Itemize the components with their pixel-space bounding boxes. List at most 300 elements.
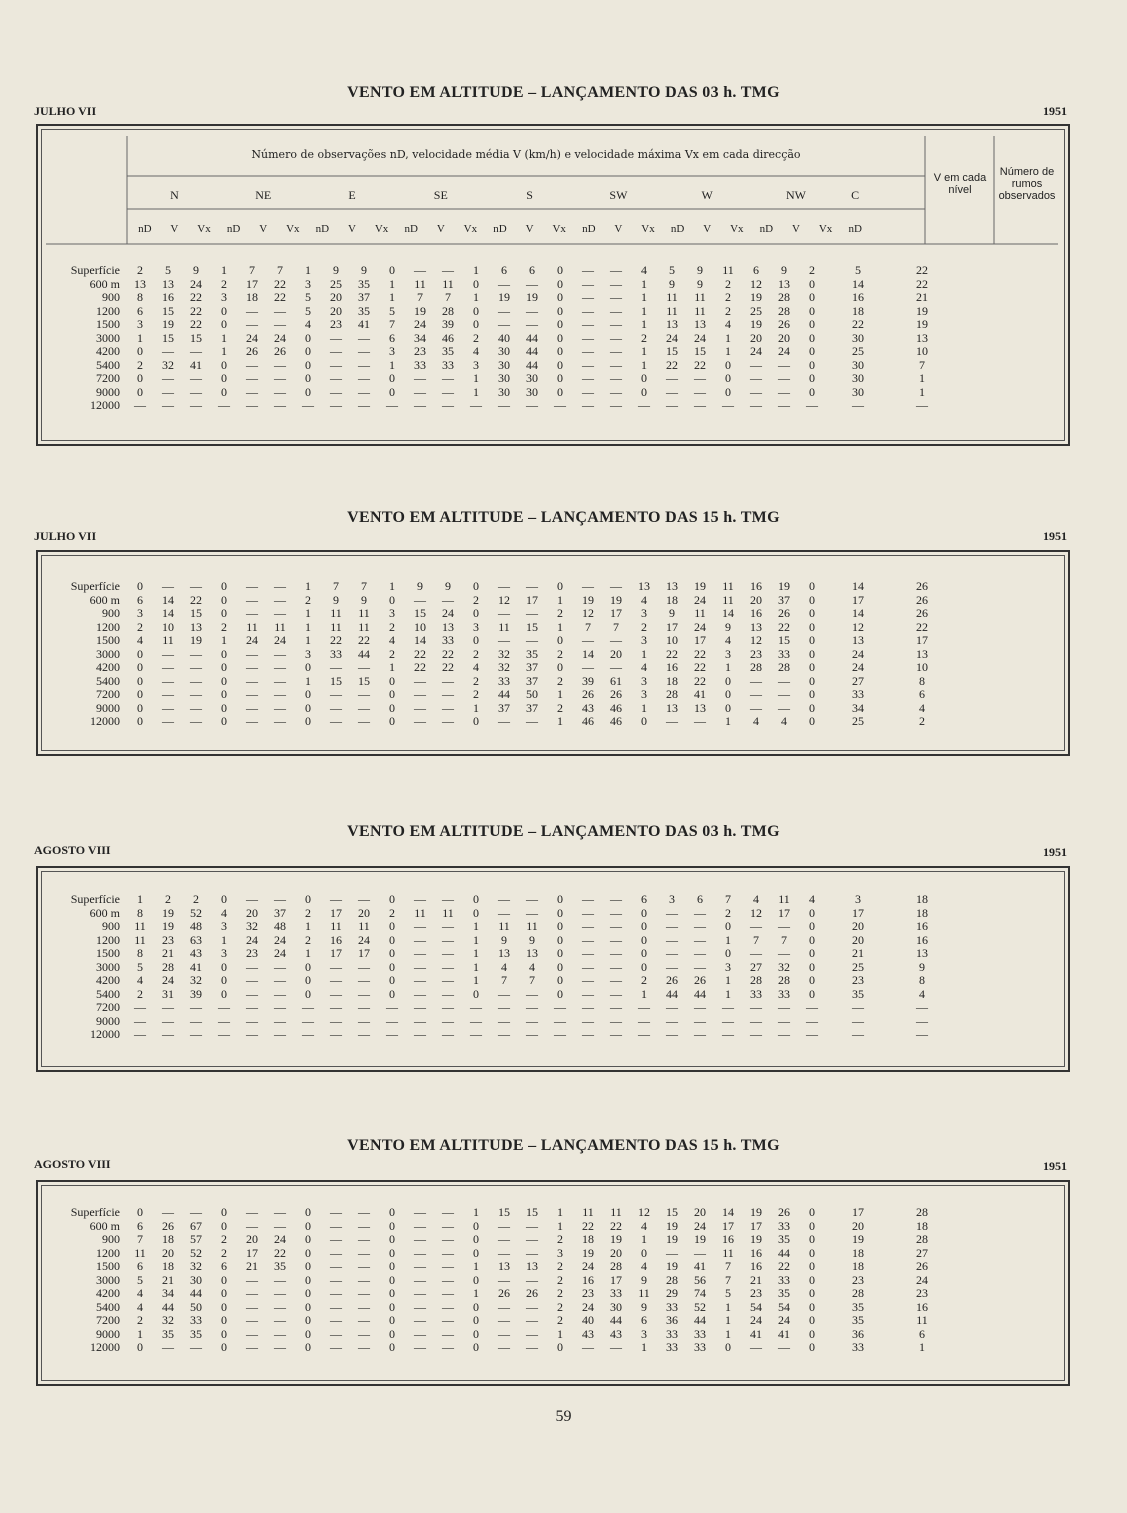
section-month-2: JULHO VII bbox=[34, 529, 97, 543]
table-row bbox=[40, 702, 954, 716]
table-cell: 31 bbox=[162, 986, 174, 1001]
table-cell: — bbox=[358, 892, 370, 907]
altitude-level: 5400 bbox=[96, 673, 120, 688]
table-cell: — bbox=[414, 1027, 426, 1042]
altitude-level: 1200 bbox=[96, 619, 120, 634]
table-cell: 20 bbox=[246, 1232, 258, 1247]
table-cell: 0 bbox=[725, 371, 731, 386]
table-cell: — bbox=[610, 579, 622, 594]
table-cell: 37 bbox=[274, 905, 286, 920]
table-cell: 23 bbox=[414, 344, 426, 359]
table-cell: 23 bbox=[852, 1272, 864, 1287]
table-cell: 24 bbox=[246, 932, 258, 947]
table-cell: 0 bbox=[809, 384, 815, 399]
table-cell: — bbox=[414, 1245, 426, 1260]
table-cell: — bbox=[582, 1013, 594, 1028]
table-cell: 0 bbox=[221, 1272, 227, 1287]
table-cell: 14 bbox=[852, 606, 864, 621]
table-cell: 0 bbox=[221, 673, 227, 688]
table-cell: — bbox=[526, 1340, 538, 1355]
table-cell: 1 bbox=[641, 1340, 647, 1355]
table-cell: — bbox=[750, 371, 762, 386]
section-year-2: 1951 bbox=[1043, 529, 1067, 543]
table-row bbox=[40, 1206, 954, 1220]
table-cell: 0 bbox=[305, 660, 311, 675]
table-cell: 4 bbox=[809, 892, 815, 907]
table-cell: — bbox=[442, 1286, 454, 1301]
table-cell: 7 bbox=[137, 1232, 143, 1247]
table-cell: 19 bbox=[694, 579, 706, 594]
table-cell: 4 bbox=[529, 959, 535, 974]
table-cell: 54 bbox=[778, 1299, 790, 1314]
table-cell: 0 bbox=[809, 330, 815, 345]
table-cell: — bbox=[246, 646, 258, 661]
table-cell: 8 bbox=[137, 946, 143, 961]
table-cell: — bbox=[246, 1205, 258, 1220]
table-cell: 1 bbox=[641, 303, 647, 318]
table-cell: — bbox=[498, 905, 510, 920]
table-cell: 0 bbox=[557, 919, 563, 934]
table-cell: 37 bbox=[498, 700, 510, 715]
table-cell: — bbox=[386, 1000, 398, 1015]
table-cell: — bbox=[330, 1218, 342, 1233]
table-cell: 4 bbox=[641, 263, 647, 278]
table-cell: 36 bbox=[852, 1326, 864, 1341]
table-cell: — bbox=[274, 1205, 286, 1220]
table-cell: 19 bbox=[666, 1232, 678, 1247]
table-cell: 11 bbox=[330, 619, 342, 634]
table-cell: 0 bbox=[473, 276, 479, 291]
table-cell: 39 bbox=[190, 986, 202, 1001]
table-cell: 0 bbox=[809, 1272, 815, 1287]
table-cell: 0 bbox=[641, 384, 647, 399]
table-cell: 13 bbox=[442, 619, 454, 634]
table-cell: 44 bbox=[610, 1313, 622, 1328]
table-cell: 52 bbox=[190, 905, 202, 920]
table-cell: — bbox=[582, 276, 594, 291]
table-cell: 19 bbox=[190, 633, 202, 648]
table-cell: 56 bbox=[694, 1272, 706, 1287]
table-cell: — bbox=[162, 398, 174, 413]
table-cell: 22 bbox=[442, 646, 454, 661]
table-cell: 28 bbox=[778, 973, 790, 988]
table-cell: 0 bbox=[389, 371, 395, 386]
table-cell: — bbox=[610, 357, 622, 372]
table-cell: 7 bbox=[333, 579, 339, 594]
table-cell: 44 bbox=[526, 357, 538, 372]
table-cell: — bbox=[666, 384, 678, 399]
table-cell: — bbox=[582, 973, 594, 988]
table-cell: — bbox=[526, 1000, 538, 1015]
table-cell: — bbox=[666, 946, 678, 961]
section-title-4: VENTO EM ALTITUDE – LANÇAMENTO DAS 15 h. TMG bbox=[347, 1137, 780, 1154]
table-cell: — bbox=[916, 1027, 928, 1042]
table-cell: 0 bbox=[389, 1245, 395, 1260]
table-cell: 1 bbox=[641, 986, 647, 1001]
table-cell: 0 bbox=[725, 357, 731, 372]
header-sub-column: Vx bbox=[641, 223, 655, 235]
altitude-level: 900 bbox=[102, 919, 120, 934]
table-cell: — bbox=[274, 371, 286, 386]
table-cell: 2 bbox=[557, 1286, 563, 1301]
table-cell: 28 bbox=[610, 1259, 622, 1274]
table-cell: — bbox=[498, 1340, 510, 1355]
table-cell: 4 bbox=[725, 317, 731, 332]
table-cell: — bbox=[358, 1218, 370, 1233]
table-cell: 7 bbox=[529, 973, 535, 988]
table-cell: — bbox=[554, 1013, 566, 1028]
table-cell: 0 bbox=[305, 1218, 311, 1233]
table-cell: 1 bbox=[137, 330, 143, 345]
table-cell: 19 bbox=[852, 1232, 864, 1247]
table-cell: — bbox=[526, 1218, 538, 1233]
altitude-level: 4200 bbox=[96, 1286, 120, 1301]
table-cell: — bbox=[442, 398, 454, 413]
altitude-level: 600 m bbox=[89, 905, 120, 920]
table-cell: 24 bbox=[442, 606, 454, 621]
table-cell: 0 bbox=[557, 932, 563, 947]
table-row bbox=[40, 305, 954, 319]
table-cell: — bbox=[582, 633, 594, 648]
table-row bbox=[40, 594, 954, 608]
table-cell: 17 bbox=[694, 633, 706, 648]
table-cell: 11 bbox=[722, 263, 734, 278]
table-cell: — bbox=[916, 1013, 928, 1028]
altitude-level: 4200 bbox=[96, 660, 120, 675]
table-cell: — bbox=[694, 1245, 706, 1260]
table-cell: 13 bbox=[694, 317, 706, 332]
table-cell: 7 bbox=[725, 892, 731, 907]
table-row bbox=[40, 1015, 954, 1029]
table-cell: — bbox=[414, 1340, 426, 1355]
table-cell: — bbox=[526, 606, 538, 621]
table-cell: 0 bbox=[221, 592, 227, 607]
table-cell: 52 bbox=[190, 1245, 202, 1260]
table-cell: 11 bbox=[134, 932, 146, 947]
table-cell: 2 bbox=[389, 905, 395, 920]
table-cell: 41 bbox=[694, 1259, 706, 1274]
table-cell: 13 bbox=[190, 619, 202, 634]
table-cell: — bbox=[414, 986, 426, 1001]
altitude-level: 4200 bbox=[96, 973, 120, 988]
table-cell: 24 bbox=[778, 1313, 790, 1328]
table-cell: — bbox=[610, 1340, 622, 1355]
table-cell: 0 bbox=[221, 1205, 227, 1220]
table-cell: 0 bbox=[221, 1286, 227, 1301]
table-cell: 25 bbox=[852, 959, 864, 974]
table-cell: 14 bbox=[852, 276, 864, 291]
table-cell: — bbox=[358, 1313, 370, 1328]
table-cell: — bbox=[750, 700, 762, 715]
table-cell: — bbox=[246, 973, 258, 988]
table-cell: 0 bbox=[137, 384, 143, 399]
header-sub-column: V bbox=[792, 223, 800, 235]
table-cell: 0 bbox=[389, 687, 395, 702]
table-cell: 0 bbox=[557, 290, 563, 305]
table-cell: 0 bbox=[809, 344, 815, 359]
table-cell: 2 bbox=[557, 673, 563, 688]
table-cell: 0 bbox=[305, 1245, 311, 1260]
table-cell: 21 bbox=[162, 946, 174, 961]
table-cell: 2 bbox=[221, 619, 227, 634]
table-cell: — bbox=[526, 905, 538, 920]
table-cell: — bbox=[610, 330, 622, 345]
table-cell: 0 bbox=[557, 633, 563, 648]
table-cell: — bbox=[750, 673, 762, 688]
table-cell: — bbox=[274, 973, 286, 988]
table-cell: 35 bbox=[526, 646, 538, 661]
table-cell: 0 bbox=[221, 303, 227, 318]
header-sub-column: V bbox=[348, 223, 356, 235]
altitude-level: 12000 bbox=[90, 714, 120, 729]
table-row bbox=[40, 907, 954, 921]
table-cell: 35 bbox=[358, 276, 370, 291]
table-cell: — bbox=[274, 673, 286, 688]
table-cell: — bbox=[274, 384, 286, 399]
table-cell: — bbox=[582, 660, 594, 675]
table-cell: — bbox=[246, 1027, 258, 1042]
table-cell: 18 bbox=[162, 1259, 174, 1274]
table-cell: 1 bbox=[725, 973, 731, 988]
table-cell: 1 bbox=[641, 700, 647, 715]
table-cell: 0 bbox=[725, 673, 731, 688]
table-cell: — bbox=[134, 1000, 146, 1015]
table-cell: 2 bbox=[473, 646, 479, 661]
table-cell: 0 bbox=[305, 344, 311, 359]
table-cell: 16 bbox=[750, 579, 762, 594]
table-cell: 33 bbox=[750, 986, 762, 1001]
table-cell: 0 bbox=[809, 1326, 815, 1341]
table-cell: 26 bbox=[778, 606, 790, 621]
table-cell: 13 bbox=[134, 276, 146, 291]
table-cell: 52 bbox=[694, 1299, 706, 1314]
table-cell: 0 bbox=[809, 946, 815, 961]
altitude-level: 1500 bbox=[96, 633, 120, 648]
table-row bbox=[40, 399, 954, 413]
table-cell: 2 bbox=[137, 619, 143, 634]
header-sub-column: nD bbox=[493, 223, 507, 235]
table-cell: 6 bbox=[389, 330, 395, 345]
table-cell: — bbox=[638, 1027, 650, 1042]
table-cell: — bbox=[330, 714, 342, 729]
table-cell: — bbox=[330, 1232, 342, 1247]
altitude-level: 3000 bbox=[96, 330, 120, 345]
table-cell: — bbox=[274, 700, 286, 715]
table-cell: 1 bbox=[557, 714, 563, 729]
table-cell: 0 bbox=[389, 1299, 395, 1314]
table-cell: 44 bbox=[526, 330, 538, 345]
table-cell: 19 bbox=[916, 303, 928, 318]
table-cell: 11 bbox=[694, 290, 706, 305]
table-cell: 23 bbox=[330, 317, 342, 332]
table-cell: — bbox=[302, 398, 314, 413]
table-cell: 12 bbox=[852, 619, 864, 634]
table-cell: 28 bbox=[666, 1272, 678, 1287]
table-cell: 2 bbox=[557, 700, 563, 715]
table-cell: 33 bbox=[694, 1326, 706, 1341]
table-cell: — bbox=[330, 1340, 342, 1355]
table-cell: — bbox=[750, 398, 762, 413]
table-cell: — bbox=[666, 1245, 678, 1260]
table-cell: 0 bbox=[557, 276, 563, 291]
table-cell: — bbox=[274, 687, 286, 702]
table-cell: 0 bbox=[809, 606, 815, 621]
table-cell: 18 bbox=[852, 1259, 864, 1274]
table-cell: 26 bbox=[916, 1259, 928, 1274]
table-cell: 22 bbox=[190, 592, 202, 607]
table-cell: — bbox=[190, 398, 202, 413]
table-cell: — bbox=[442, 384, 454, 399]
table-cell: — bbox=[414, 714, 426, 729]
table-cell: — bbox=[190, 1205, 202, 1220]
table-cell: — bbox=[246, 303, 258, 318]
table-cell: 20 bbox=[358, 905, 370, 920]
wind-table bbox=[40, 1206, 954, 1355]
table-cell: 44 bbox=[358, 646, 370, 661]
table-cell: — bbox=[442, 932, 454, 947]
table-cell: 7 bbox=[277, 263, 283, 278]
table-cell: 17 bbox=[750, 1218, 762, 1233]
table-cell: 2 bbox=[221, 1232, 227, 1247]
table-cell: 0 bbox=[809, 357, 815, 372]
table-cell: — bbox=[274, 317, 286, 332]
table-cell: 32 bbox=[498, 646, 510, 661]
table-cell: 5 bbox=[855, 263, 861, 278]
table-row bbox=[40, 345, 954, 359]
table-cell: 19 bbox=[162, 905, 174, 920]
table-cell: 0 bbox=[557, 317, 563, 332]
table-cell: 3 bbox=[137, 317, 143, 332]
table-cell: 3 bbox=[221, 946, 227, 961]
header-sub-column: Vx bbox=[197, 223, 211, 235]
table-cell: — bbox=[582, 892, 594, 907]
table-cell: 0 bbox=[557, 973, 563, 988]
table-cell: — bbox=[358, 1205, 370, 1220]
header-sub-column: nD bbox=[404, 223, 418, 235]
table-cell: — bbox=[302, 1000, 314, 1015]
table-cell: 7 bbox=[445, 290, 451, 305]
table-cell: — bbox=[330, 330, 342, 345]
table-cell: 9 bbox=[193, 263, 199, 278]
table-cell: 22 bbox=[414, 646, 426, 661]
table-cell: 2 bbox=[809, 263, 815, 278]
table-cell: 11 bbox=[694, 606, 706, 621]
table-cell: — bbox=[246, 317, 258, 332]
table-row bbox=[40, 1328, 954, 1342]
table-cell: 0 bbox=[305, 1340, 311, 1355]
table-cell: — bbox=[358, 330, 370, 345]
table-cell: 0 bbox=[389, 1218, 395, 1233]
table-cell: — bbox=[302, 1013, 314, 1028]
table-cell: 15 bbox=[358, 673, 370, 688]
table-cell: — bbox=[610, 633, 622, 648]
table-cell: 2 bbox=[389, 619, 395, 634]
table-cell: 24 bbox=[750, 344, 762, 359]
table-cell: 0 bbox=[473, 317, 479, 332]
table-cell: 0 bbox=[221, 687, 227, 702]
table-cell: — bbox=[358, 714, 370, 729]
table-cell: 3 bbox=[641, 673, 647, 688]
table-cell: 14 bbox=[162, 592, 174, 607]
table-cell: — bbox=[358, 1259, 370, 1274]
table-cell: 22 bbox=[778, 619, 790, 634]
altitude-level: 7200 bbox=[96, 1000, 120, 1015]
table-cell: 0 bbox=[725, 946, 731, 961]
table-cell: — bbox=[498, 1272, 510, 1287]
table-cell: 24 bbox=[162, 973, 174, 988]
table-cell: 19 bbox=[610, 592, 622, 607]
table-cell: — bbox=[806, 1000, 818, 1015]
table-cell: — bbox=[610, 660, 622, 675]
table-cell: — bbox=[442, 1027, 454, 1042]
table-cell: 6 bbox=[137, 1218, 143, 1233]
table-cell: 2 bbox=[641, 330, 647, 345]
table-row bbox=[40, 1220, 954, 1234]
table-cell: 14 bbox=[722, 606, 734, 621]
table-cell: 0 bbox=[221, 973, 227, 988]
table-cell: 2 bbox=[221, 276, 227, 291]
table-row bbox=[40, 1301, 954, 1315]
table-cell: 10 bbox=[916, 344, 928, 359]
table-cell: — bbox=[162, 1000, 174, 1015]
table-cell: — bbox=[582, 384, 594, 399]
table-cell: 11 bbox=[638, 1286, 650, 1301]
table-cell: 0 bbox=[557, 357, 563, 372]
table-cell: — bbox=[442, 1245, 454, 1260]
table-cell: 6 bbox=[137, 1259, 143, 1274]
table-cell: 1 bbox=[389, 660, 395, 675]
altitude-level: 12000 bbox=[90, 398, 120, 413]
table-cell: — bbox=[274, 592, 286, 607]
table-cell: — bbox=[246, 1272, 258, 1287]
table-row bbox=[40, 1314, 954, 1328]
table-cell: — bbox=[274, 1340, 286, 1355]
table-cell: 13 bbox=[498, 1259, 510, 1274]
table-cell: 1 bbox=[305, 619, 311, 634]
table-cell: 0 bbox=[809, 660, 815, 675]
table-cell: 17 bbox=[722, 1218, 734, 1233]
header-direction-ne: NE bbox=[255, 188, 272, 202]
table-cell: 26 bbox=[162, 1218, 174, 1233]
table-cell: 14 bbox=[722, 1205, 734, 1220]
table-cell: 24 bbox=[274, 633, 286, 648]
table-cell: 24 bbox=[852, 646, 864, 661]
table-cell: 9 bbox=[333, 592, 339, 607]
table-cell: — bbox=[386, 1013, 398, 1028]
table-cell: 4 bbox=[137, 973, 143, 988]
altitude-level: 900 bbox=[102, 1232, 120, 1247]
table-cell: — bbox=[190, 646, 202, 661]
table-cell: 22 bbox=[916, 276, 928, 291]
table-cell: 2 bbox=[137, 1313, 143, 1328]
table-cell: 24 bbox=[694, 619, 706, 634]
table-cell: — bbox=[190, 1013, 202, 1028]
table-cell: 11 bbox=[778, 892, 790, 907]
altitude-level: 7200 bbox=[96, 1313, 120, 1328]
table-cell: — bbox=[694, 714, 706, 729]
table-cell: 30 bbox=[610, 1299, 622, 1314]
table-cell: — bbox=[414, 1232, 426, 1247]
table-cell: — bbox=[498, 1218, 510, 1233]
table-cell: — bbox=[358, 1232, 370, 1247]
table-cell: 2 bbox=[193, 892, 199, 907]
table-cell: 33 bbox=[666, 1299, 678, 1314]
table-cell: — bbox=[162, 1013, 174, 1028]
table-cell: 0 bbox=[221, 1340, 227, 1355]
table-cell: 13 bbox=[778, 276, 790, 291]
table-cell: 3 bbox=[641, 633, 647, 648]
table-cell: 50 bbox=[190, 1299, 202, 1314]
